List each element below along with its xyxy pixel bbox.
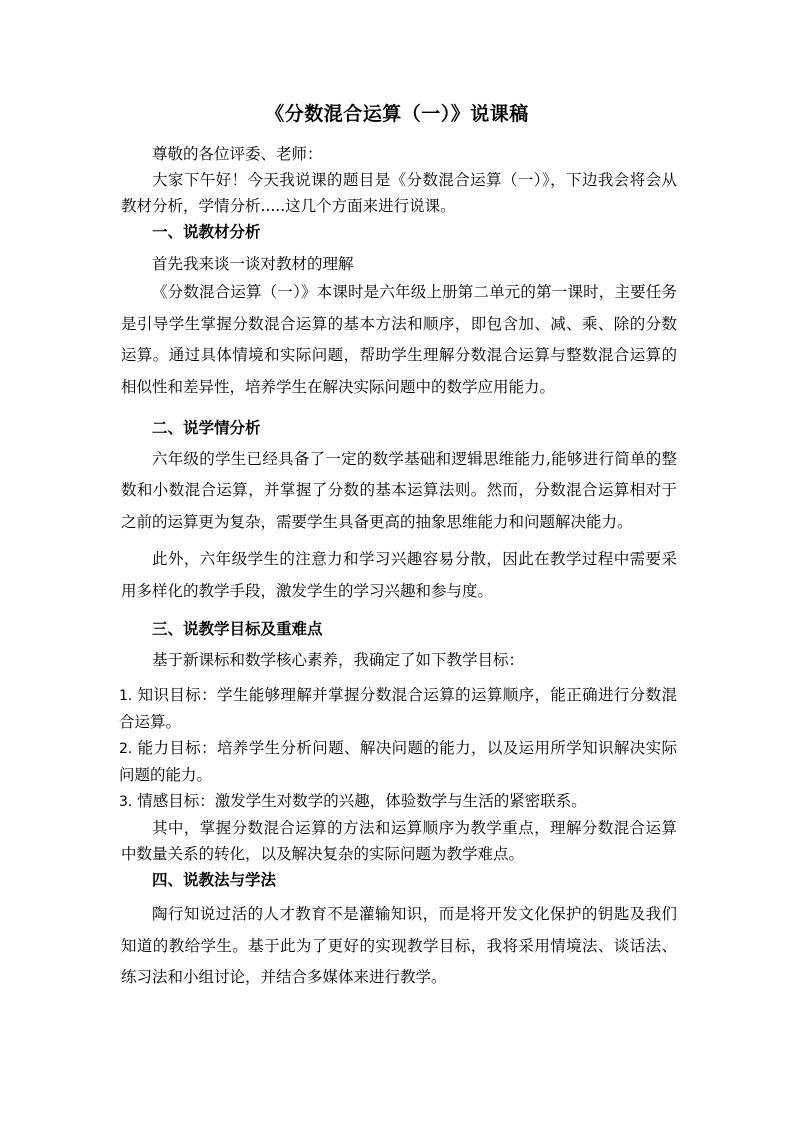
- section-heading-methods: 四、说教法与学法: [152, 870, 277, 889]
- goal-number: 2.: [119, 741, 133, 757]
- students-paragraph-2: 此外，六年级学生的注意力和学习兴趣容易分散，因此在教学过程中需要采用多样化的教学手段，激发学生的学习兴趣和参与度。: [121, 550, 677, 600]
- goal-text: 情感目标：激发学生对数学的兴趣，体验数学与生活的紧密联系。: [137, 792, 587, 810]
- goal-number: 1.: [119, 688, 133, 704]
- page-title: 《分数混合运算（一）》说课稿: [265, 103, 529, 125]
- goal-text: 知识目标：学生能够理解并掌握分数混合运算的运算顺序，能正确进行分数混合运算。: [119, 686, 677, 731]
- goal-text: 能力目标：培养学生分析问题、解决问题的能力，以及运用所学知识解决实际问题的能力。: [119, 739, 677, 784]
- textbook-lead: 首先我来谈一谈对教材的理解: [152, 255, 354, 273]
- section-heading-goals: 三、说教学目标及重难点: [152, 619, 323, 638]
- section-heading-textbook: 一、说教材分析: [152, 222, 261, 241]
- intro-paragraph: 大家下午好！今天我说课的题目是《分数混合运算（一）》，下边我会将会从教材分析，学情分析.....这几个方面来进行说课。: [121, 171, 677, 215]
- methods-paragraph: 陶行知说过活的人才教育不是灌输知识，而是将开发文化保护的钥匙及我们知道的教给学生。基于此为了更好的实现教学目标，我将采用情境法、谈话法、练习法和小组讨论，并结合多媒体来进行教学。: [121, 905, 677, 986]
- goal-item: [119, 682, 677, 735]
- key-points-paragraph: 其中，掌握分数混合运算的方法和运算顺序为教学重点，理解分数混合运算中数量关系的转化，以及解决复杂的实际问题为教学难点。: [121, 819, 677, 863]
- document-body: [121, 141, 677, 994]
- goal-item: [119, 788, 677, 815]
- goals-lead: 基于新课标和数学核心素养，我确定了如下教学目标：: [152, 650, 525, 669]
- goal-item: [119, 735, 677, 788]
- textbook-paragraph: 《分数混合运算（一）》本课时是六年级上册第二单元的第一课时，主要任务是引导学生掌握分数混合运算的基本方法和顺序，即包含加、减、乘、除的分数运算。通过具体情境和实际问题，帮助学生理解分数混合运算与整数混合运算的相似性和差异性，培养学生在解决实际问题中的数学应用能力。: [121, 283, 677, 396]
- section-heading-students: 二、说学情分析: [152, 418, 261, 437]
- greeting: 尊敬的各位评委、老师：: [152, 145, 323, 163]
- students-paragraph-1: 六年级的学生已经具备了一定的数学基础和逻辑思维能力,能够进行简单的整数和小数混合运算，并掌握了分数的基本运算法则。然而，分数混合运算相对于之前的运算更为复杂，需要学生具备更高的抽象思维能力和问题解决能力。: [121, 449, 677, 531]
- goal-number: 3.: [119, 794, 133, 810]
